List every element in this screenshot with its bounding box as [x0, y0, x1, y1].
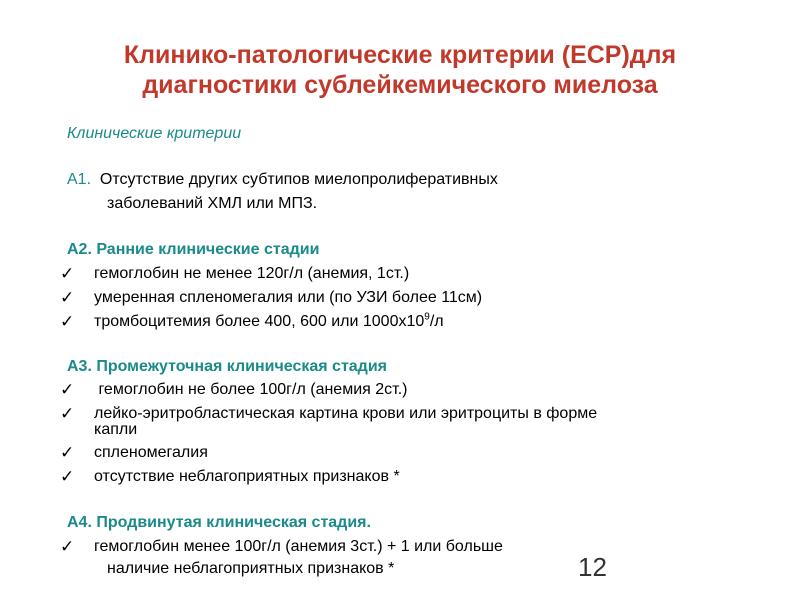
a1-text-line-2: заболеваний ХМЛ или МПЗ. [107, 195, 318, 212]
a3-item-1: гемоглобин не более 100г/л (анемия 2ст.) [94, 381, 408, 398]
a1-label: А1. [67, 171, 92, 188]
a1-text-line-1: Отсутствие других субтипов миелопролиферативных [99, 171, 498, 188]
page-number: 12 [578, 552, 607, 582]
check-icon: ✓ [60, 404, 75, 423]
a3-item-4: отсутствие неблагоприятных признаков * [94, 468, 400, 485]
check-icon: ✓ [60, 312, 75, 331]
check-icon: ✓ [60, 467, 75, 486]
a2-item-3 [94, 312, 444, 332]
a2-item-3-text: тромбоцитемия более 400, 600 или 1000х10 [94, 313, 425, 330]
check-icon: ✓ [60, 380, 75, 399]
a2-item-2: умеренная спленомегалия или (по УЗИ более 11см) [94, 289, 483, 306]
a3-item-3: спленомегалия [94, 444, 208, 461]
clinical-criteria-header: Клинические критерии [67, 125, 242, 142]
a4-item-1: гемоглобин менее 100г/л (анемия 3ст.) + 1 или больше [94, 538, 503, 555]
a2-item-3-unit: /л [429, 313, 444, 330]
check-icon: ✓ [60, 264, 75, 283]
check-icon: ✓ [60, 537, 75, 556]
a3-item-2-continued: капли [94, 421, 138, 438]
a3-heading: А3. Промежуточная клиническая стадия [67, 358, 387, 375]
a2-item-1: гемоглобин не менее 120г/л (анемия, 1ст.) [94, 265, 410, 282]
a2-heading: А2. Ранние клинические стадии [67, 241, 320, 258]
a3-item-2: лейко-эритробластическая картина крови или эритроциты в форме [94, 405, 598, 422]
a4-item-1-continued: наличие неблагоприятных признаков * [107, 560, 395, 577]
title-line-1: Клинико-патологические критерии (ЕСР)для [123, 41, 677, 69]
a4-heading: А4. Продвинутая клиническая стадия. [67, 514, 371, 531]
a2-item-3-exponent: 9 [424, 311, 430, 323]
check-icon: ✓ [60, 288, 75, 307]
title-line-2: диагностики сублейкемического миелоза [142, 71, 658, 99]
check-icon: ✓ [60, 443, 75, 462]
a1-line-1 [67, 170, 498, 190]
